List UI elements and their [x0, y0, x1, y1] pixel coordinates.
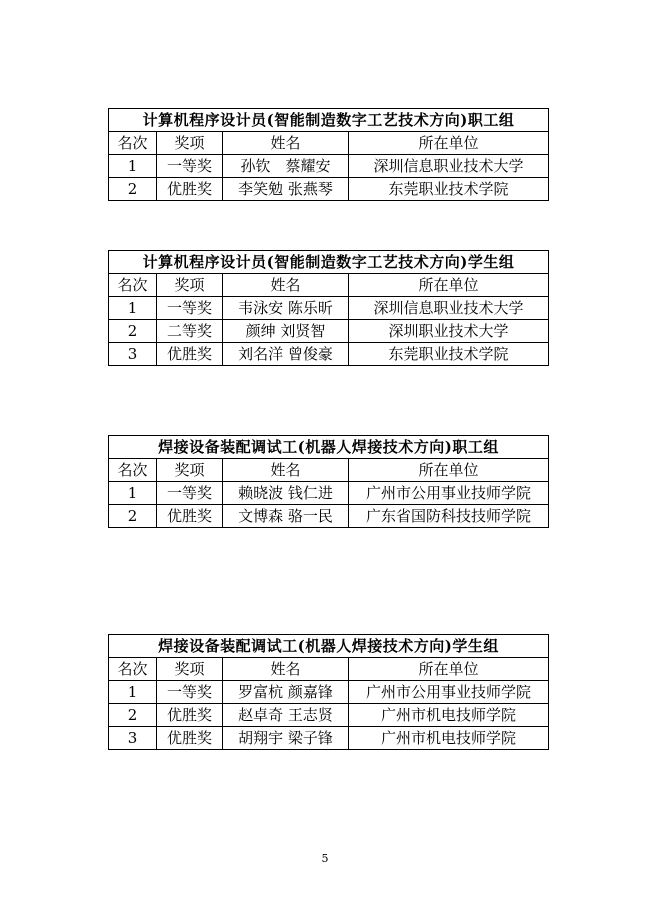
- table-row: [109, 482, 549, 505]
- table-row: [109, 178, 549, 201]
- rank-cell: 1: [109, 155, 157, 178]
- award-table-2: [108, 250, 549, 366]
- header-award: 奖项: [157, 274, 223, 297]
- table-row: [109, 704, 549, 727]
- header-rank: 名次: [109, 132, 157, 155]
- table-row: [109, 727, 549, 750]
- table-row: [109, 297, 549, 320]
- header-name: 姓名: [223, 132, 349, 155]
- unit-cell: 广州市机电技师学院: [349, 727, 549, 750]
- unit-cell: 东莞职业技术学院: [349, 343, 549, 366]
- names-cell: 赖晓波 钱仁进: [223, 482, 349, 505]
- rank-cell: 2: [109, 505, 157, 528]
- table-title: 焊接设备装配调试工(机器人焊接技术方向)学生组: [109, 635, 549, 658]
- rank-cell: 2: [109, 320, 157, 343]
- rank-cell: 2: [109, 178, 157, 201]
- award-cell: 一等奖: [157, 681, 223, 704]
- header-row: [109, 274, 549, 297]
- award-cell: 优胜奖: [157, 343, 223, 366]
- header-name: 姓名: [223, 459, 349, 482]
- table-row: [109, 320, 549, 343]
- award-cell: 二等奖: [157, 320, 223, 343]
- rank-cell: 1: [109, 297, 157, 320]
- unit-cell: 深圳职业技术大学: [349, 320, 549, 343]
- header-row: [109, 658, 549, 681]
- rank-cell: 2: [109, 704, 157, 727]
- award-table-1: [108, 108, 549, 201]
- names-cell: 文博森 骆一民: [223, 505, 349, 528]
- header-name: 姓名: [223, 274, 349, 297]
- header-row: [109, 132, 549, 155]
- table-row: [109, 505, 549, 528]
- header-row: [109, 459, 549, 482]
- award-cell: 优胜奖: [157, 704, 223, 727]
- award-cell: 一等奖: [157, 482, 223, 505]
- header-unit: 所在单位: [349, 274, 549, 297]
- rank-cell: 3: [109, 727, 157, 750]
- header-name: 姓名: [223, 658, 349, 681]
- page-number: 5: [321, 852, 329, 865]
- header-unit: 所在单位: [349, 658, 549, 681]
- table-row: [109, 343, 549, 366]
- unit-cell: 广州市公用事业技师学院: [349, 482, 549, 505]
- unit-cell: 东莞职业技术学院: [349, 178, 549, 201]
- unit-cell: 深圳信息职业技术大学: [349, 297, 549, 320]
- names-cell: 孙钦 蔡耀安: [223, 155, 349, 178]
- names-cell: 颜绅 刘贤智: [223, 320, 349, 343]
- names-cell: 胡翔宇 梁子锋: [223, 727, 349, 750]
- header-unit: 所在单位: [349, 132, 549, 155]
- names-cell: 罗富杭 颜嘉锋: [223, 681, 349, 704]
- table-title: 计算机程序设计员(智能制造数字工艺技术方向)职工组: [109, 109, 549, 132]
- award-cell: 优胜奖: [157, 178, 223, 201]
- header-rank: 名次: [109, 459, 157, 482]
- header-award: 奖项: [157, 132, 223, 155]
- header-unit: 所在单位: [349, 459, 549, 482]
- table-row: [109, 681, 549, 704]
- table-row: [109, 155, 549, 178]
- award-table-4: [108, 634, 549, 750]
- rank-cell: 1: [109, 482, 157, 505]
- award-table-3: [108, 435, 549, 528]
- rank-cell: 3: [109, 343, 157, 366]
- names-cell: 韦泳安 陈乐昕: [223, 297, 349, 320]
- table-title: 焊接设备装配调试工(机器人焊接技术方向)职工组: [109, 436, 549, 459]
- award-cell: 优胜奖: [157, 727, 223, 750]
- award-cell: 一等奖: [157, 155, 223, 178]
- header-award: 奖项: [157, 459, 223, 482]
- names-cell: 赵卓奇 王志贤: [223, 704, 349, 727]
- award-cell: 一等奖: [157, 297, 223, 320]
- header-rank: 名次: [109, 274, 157, 297]
- names-cell: 刘名洋 曾俊豪: [223, 343, 349, 366]
- unit-cell: 广东省国防科技技师学院: [349, 505, 549, 528]
- names-cell: 李笑勉 张燕琴: [223, 178, 349, 201]
- unit-cell: 广州市公用事业技师学院: [349, 681, 549, 704]
- header-award: 奖项: [157, 658, 223, 681]
- rank-cell: 1: [109, 681, 157, 704]
- award-cell: 优胜奖: [157, 505, 223, 528]
- table-title: 计算机程序设计员(智能制造数字工艺技术方向)学生组: [109, 251, 549, 274]
- unit-cell: 广州市机电技师学院: [349, 704, 549, 727]
- unit-cell: 深圳信息职业技术大学: [349, 155, 549, 178]
- header-rank: 名次: [109, 658, 157, 681]
